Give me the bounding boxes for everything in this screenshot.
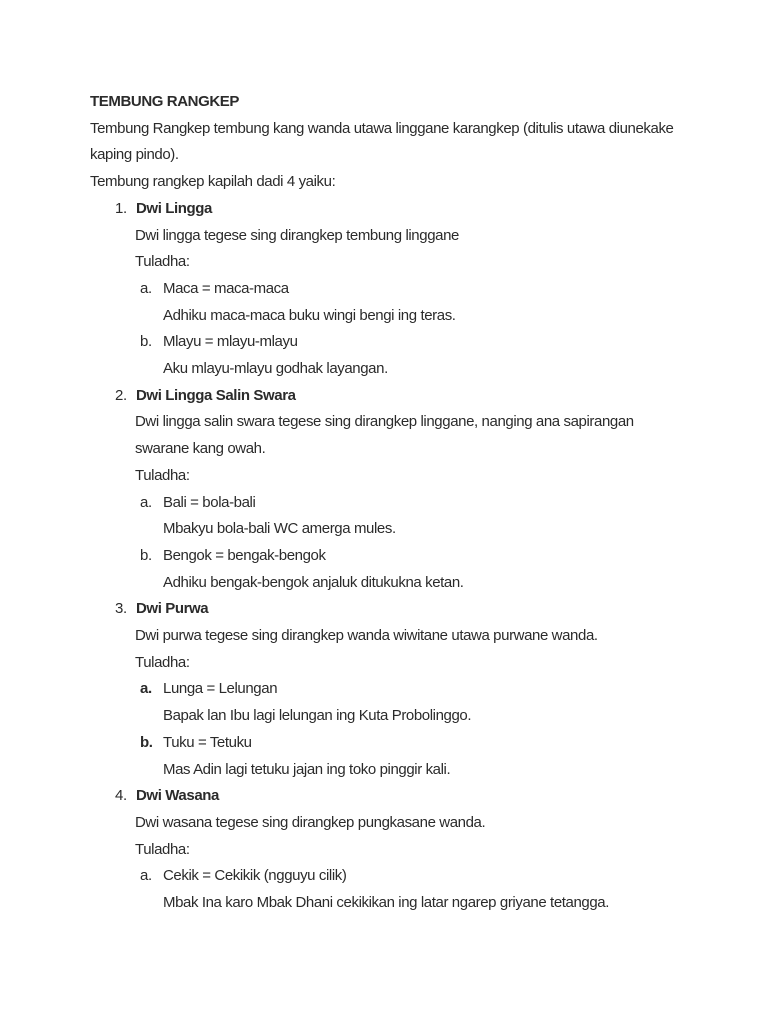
section-description: Dwi lingga salin swara tegese sing dirangkep linggane, nanging ana sapirangan: [135, 413, 634, 431]
example-letter: a.: [140, 867, 152, 885]
section-title: Dwi Lingga: [136, 199, 212, 217]
section-title: Dwi Lingga Salin Swara: [136, 386, 296, 404]
section-title: Dwi Purwa: [136, 600, 209, 618]
section-heading: [90, 596, 708, 623]
example-formula: [90, 490, 708, 517]
example-formula: [90, 730, 708, 757]
example-formula: [90, 329, 708, 356]
tuladha-label: Tuladha:: [135, 466, 190, 484]
section-description: Dwi wasana tegese sing dirangkep pungkasane wanda.: [135, 813, 486, 831]
tuladha-label: Tuladha:: [135, 253, 190, 271]
example-sentence: Bapak lan Ibu lagi lelungan ing Kuta Probolinggo.: [163, 707, 472, 725]
tuladha-label: Tuladha:: [135, 840, 190, 858]
section-description: Dwi lingga tegese sing dirangkep tembung linggane: [135, 226, 459, 244]
example-letter: a.: [140, 493, 152, 511]
example-sentence: Mbak Ina karo Mbak Dhani cekikikan ing latar ngarep griyane tetangga.: [163, 894, 610, 912]
example-letter: b.: [140, 546, 152, 564]
example-formula-text: Tuku = Tetuku: [163, 733, 252, 751]
example-formula-text: Lunga = Lelungan: [163, 680, 278, 698]
section-number: 3.: [115, 600, 127, 618]
section-description: swarane kang owah.: [135, 440, 266, 458]
example-letter: b.: [140, 333, 152, 351]
section-number: 4.: [115, 787, 127, 805]
section-dwi-purwa: [90, 596, 708, 783]
example-sentence: Mbakyu bola-bali WC amerga mules.: [163, 520, 396, 538]
section-heading: [90, 783, 708, 810]
example-sentence: Aku mlayu-mlayu godhak layangan.: [163, 360, 388, 378]
example-formula-text: Mlayu = mlayu-mlayu: [163, 333, 298, 351]
example-formula-text: Bali = bola-bali: [163, 493, 256, 511]
example-formula-text: Cekik = Cekikik (ngguyu cilik): [163, 867, 347, 885]
intro-line-1: Tembung Rangkep tembung kang wanda utawa linggane karangkep (ditulis utawa diunekake: [90, 119, 674, 137]
section-number: 1.: [115, 199, 127, 217]
example-sentence: Adhiku bengak-bengok anjaluk ditukukna ketan.: [163, 573, 464, 591]
tuladha-label: Tuladha:: [135, 653, 190, 671]
section-dwi-lingga-salin-swara: [90, 383, 708, 597]
section-dwi-lingga: [90, 196, 708, 383]
example-sentence: Mas Adin lagi tetuku jajan ing toko pinggir kali.: [163, 760, 451, 778]
doc-title: TEMBUNG RANGKEP: [90, 93, 240, 110]
example-formula: [90, 863, 708, 890]
example-formula-text: Bengok = bengak-bengok: [163, 546, 326, 564]
section-dwi-wasana: [90, 783, 708, 917]
section-heading: [90, 383, 708, 410]
example-letter: a.: [140, 680, 152, 698]
section-description: Dwi purwa tegese sing dirangkep wanda wiwitane utawa purwane wanda.: [135, 627, 598, 645]
doc-subtitle: Tembung rangkep kapilah dadi 4 yaiku:: [90, 173, 336, 191]
intro-line-2: kaping pindo).: [90, 146, 179, 164]
example-formula: [90, 676, 708, 703]
example-formula: [90, 543, 708, 570]
example-letter: b.: [140, 733, 153, 751]
section-heading: [90, 196, 708, 223]
example-formula-text: Maca = maca-maca: [163, 279, 289, 297]
section-number: 2.: [115, 386, 127, 404]
example-sentence: Adhiku maca-maca buku wingi bengi ing teras.: [163, 306, 456, 324]
section-title: Dwi Wasana: [136, 787, 219, 805]
example-formula: [90, 276, 708, 303]
example-letter: a.: [140, 279, 152, 297]
